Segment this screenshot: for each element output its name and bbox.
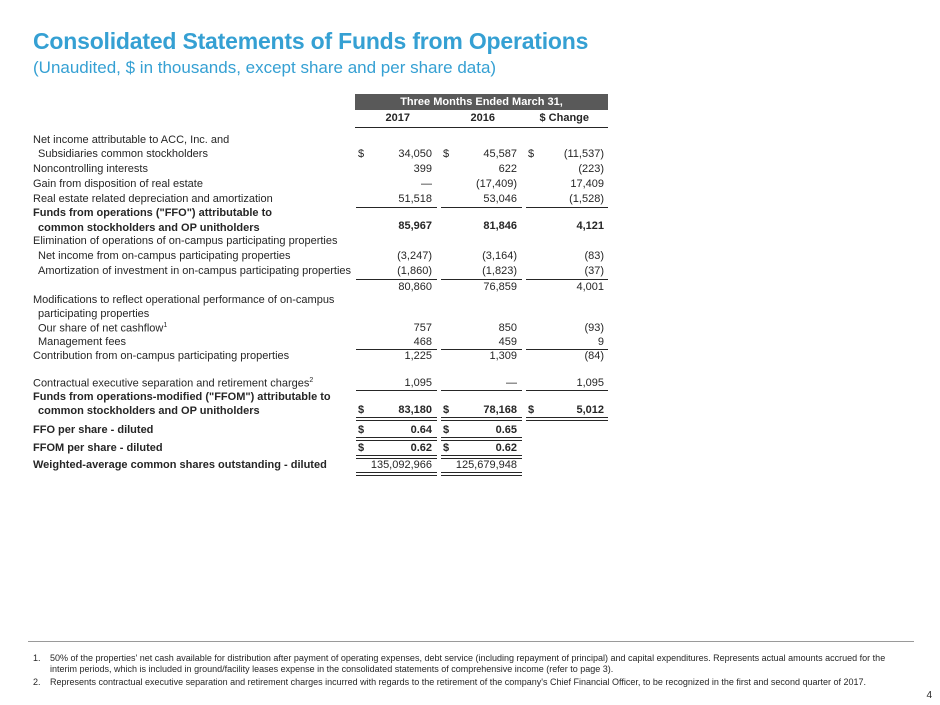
executive-charges-2017: 1,095 xyxy=(404,377,432,389)
footnote-ref-1: 1 xyxy=(163,322,168,329)
period-header: Three Months Ended March 31, xyxy=(355,94,608,110)
rule xyxy=(356,390,437,391)
double-rule xyxy=(356,437,437,441)
footnote-2-text: Represents contractual executive separation and retirement charges incurred with regards to the retirement of the company's Chief Financial Officer, to be recognized in the first and second quarter of 2017. xyxy=(50,677,866,687)
rule xyxy=(441,207,522,208)
rule xyxy=(526,207,608,208)
footnote-1-number: 1. xyxy=(33,653,41,663)
row-label-share-cashflow: Our share of net cashflow$^1$ xyxy=(38,322,168,335)
row-label-executive-charges: Contractual executive separation and retirement charges$^2$ xyxy=(33,377,314,390)
page-number: 4 xyxy=(926,690,932,701)
depreciation-2017: 51,518 xyxy=(398,193,432,205)
footnote-2 xyxy=(33,677,913,688)
column-header-change: $ Change xyxy=(539,112,589,124)
net-income-2016: 45,587 xyxy=(483,148,517,160)
double-rule xyxy=(526,417,608,421)
currency-symbol: $ xyxy=(443,424,450,436)
row-label-net-income-line1: Net income attributable to ACC, Inc. and xyxy=(33,134,230,146)
ffo-2016: 81,846 xyxy=(483,220,517,232)
footnote-2-number: 2. xyxy=(33,677,41,687)
row-label-modifications-line1: Modifications to reflect operational performance of on-campus xyxy=(33,294,335,306)
row-label-management-fees: Management fees xyxy=(38,336,127,348)
contribution-2016: 1,309 xyxy=(489,350,517,362)
column-header-2016: 2016 xyxy=(470,112,495,124)
subtotal-2017: 80,860 xyxy=(398,281,432,293)
ffo-per-share-2017: 0.64 xyxy=(410,424,432,436)
page-subtitle: (Unaudited, $ in thousands, except share and per share data) xyxy=(33,58,497,77)
double-rule xyxy=(356,472,437,476)
currency-symbol: $ xyxy=(358,404,365,416)
row-label-weighted-shares: Weighted-average common shares outstanding - diluted xyxy=(33,459,327,471)
noncontrolling-2017: 399 xyxy=(413,163,432,175)
row-label-modifications-line2: participating properties xyxy=(38,308,150,320)
weighted-shares-2016: 125,679,948 xyxy=(455,459,517,471)
footnote-1 xyxy=(33,653,913,675)
elim-net-income-2017: (3,247) xyxy=(397,250,432,262)
row-label-depreciation: Real estate related depreciation and amortization xyxy=(33,193,273,205)
elim-net-income-change: (83) xyxy=(584,250,604,262)
row-label-ffo-line1: Funds from operations ("FFO") attributable to xyxy=(33,207,272,219)
ffo-2017: 85,967 xyxy=(398,220,432,232)
management-fees-2017: 468 xyxy=(413,336,432,348)
currency-symbol: $ xyxy=(358,424,365,436)
rule xyxy=(526,390,608,391)
page-title: Consolidated Statements of Funds from Operations xyxy=(33,28,589,54)
row-label-gain: Gain from disposition of real estate xyxy=(33,178,203,190)
double-rule xyxy=(356,417,437,421)
weighted-shares-2017: 135,092,966 xyxy=(370,459,432,471)
rule xyxy=(441,390,522,391)
column-header-2017: 2017 xyxy=(385,112,410,124)
footnote-1-text: 50% of the properties' net cash available for distribution after payment of operating expenses, debt service (including repayment of principal) and capital expenditures. Represents actual amounts accrued for the interim periods, which is included in ground/facility leases expense in the consolidated statements of comprehensive income (refer to page 3). xyxy=(50,653,886,674)
management-fees-change: 9 xyxy=(597,336,604,348)
contribution-change: (84) xyxy=(584,350,604,362)
depreciation-change: (1,528) xyxy=(569,193,604,205)
row-label-ffom-line2: common stockholders and OP unitholders xyxy=(38,405,260,417)
gain-2016: (17,409) xyxy=(476,178,517,190)
row-label-ffo-per-share: FFO per share - diluted xyxy=(33,424,154,436)
subtotal-change: 4,001 xyxy=(576,281,604,293)
header-divider xyxy=(355,127,608,128)
ffom-per-share-2017: 0.62 xyxy=(410,442,432,454)
row-label-ffom-per-share: FFOM per share - diluted xyxy=(33,442,163,454)
currency-symbol: $ xyxy=(443,404,450,416)
depreciation-2016: 53,046 xyxy=(483,193,517,205)
row-label-elimination: Elimination of operations of on-campus participating properties xyxy=(33,235,338,247)
ffo-per-share-2016: 0.65 xyxy=(495,424,517,436)
currency-symbol: $ xyxy=(528,148,535,160)
elim-amortization-change: (37) xyxy=(584,265,604,277)
currency-symbol: $ xyxy=(443,442,450,454)
ffom-2016: 78,168 xyxy=(483,404,517,416)
rule xyxy=(441,279,522,280)
row-label-net-income-line2: Subsidiaries common stockholders xyxy=(38,148,208,160)
rule xyxy=(526,279,608,280)
row-label-ffom-line1: Funds from operations-modified ("FFOM") attributable to xyxy=(33,391,331,403)
executive-charges-change: 1,095 xyxy=(576,377,604,389)
ffom-per-share-2016: 0.62 xyxy=(495,442,517,454)
management-fees-2016: 459 xyxy=(498,336,517,348)
subtotal-2016: 76,859 xyxy=(483,281,517,293)
contribution-2017: 1,225 xyxy=(404,350,432,362)
net-income-2017: 34,050 xyxy=(398,148,432,160)
elim-amortization-2017: (1,860) xyxy=(397,265,432,277)
noncontrolling-2016: 622 xyxy=(498,163,517,175)
row-label-elim-net-income: Net income from on-campus participating properties xyxy=(38,250,291,262)
double-rule xyxy=(441,437,522,441)
currency-symbol: $ xyxy=(358,148,365,160)
currency-symbol: $ xyxy=(528,404,535,416)
row-label-elim-amortization: Amortization of investment in on-campus participating properties xyxy=(38,265,352,277)
row-label-ffo-line2: common stockholders and OP unitholders xyxy=(38,222,260,234)
share-cashflow-2016: 850 xyxy=(498,322,517,334)
noncontrolling-change: (223) xyxy=(578,163,604,175)
double-rule xyxy=(441,417,522,421)
ffo-change: 4,121 xyxy=(576,220,604,232)
ffom-change: 5,012 xyxy=(576,404,604,416)
row-label-noncontrolling: Noncontrolling interests xyxy=(33,163,148,175)
executive-charges-2016: — xyxy=(506,377,517,389)
elim-amortization-2016: (1,823) xyxy=(482,265,517,277)
elim-net-income-2016: (3,164) xyxy=(482,250,517,262)
footnote-ref-2: 2 xyxy=(309,377,314,384)
currency-symbol: $ xyxy=(358,442,365,454)
ffom-2017: 83,180 xyxy=(398,404,432,416)
row-label-contribution: Contribution from on-campus participating properties xyxy=(33,350,290,362)
rule xyxy=(356,207,437,208)
share-cashflow-2017: 757 xyxy=(413,322,432,334)
double-rule xyxy=(441,472,522,476)
gain-2017: — xyxy=(421,178,432,190)
footnote-divider xyxy=(28,641,914,642)
rule xyxy=(356,279,437,280)
net-income-change: (11,537) xyxy=(563,148,604,160)
share-cashflow-change: (93) xyxy=(584,322,604,334)
gain-change: 17,409 xyxy=(570,178,604,190)
currency-symbol: $ xyxy=(443,148,450,160)
